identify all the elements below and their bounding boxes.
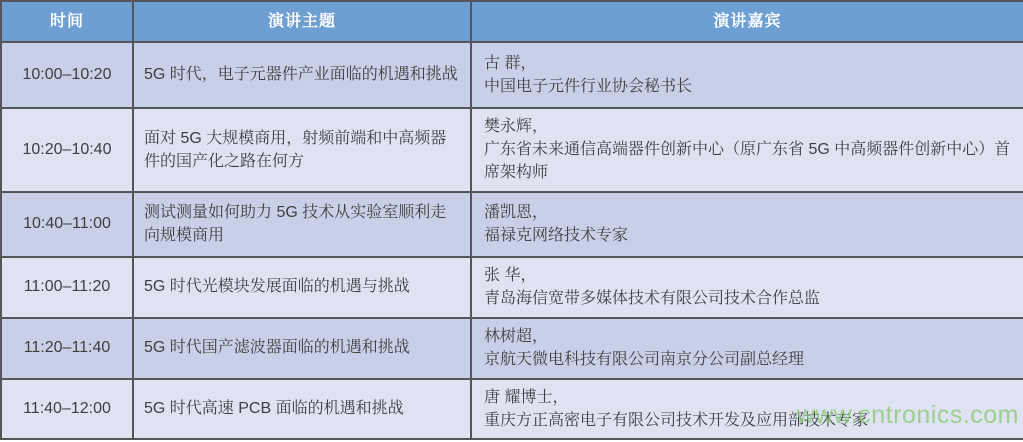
guest-title: 青岛海信宽带多媒体技术有限公司技术合作总监 bbox=[484, 290, 821, 308]
topic-cell: 测试测量如何助力 5G 技术从实验室顺利走向规模商用 bbox=[133, 192, 471, 257]
guest-name: 樊永辉， bbox=[484, 118, 549, 135]
table-row bbox=[1, 192, 1023, 257]
time-cell: 11:40–12:00 bbox=[1, 379, 133, 439]
time-cell: 10:40–11:00 bbox=[1, 192, 133, 257]
guest-cell bbox=[471, 192, 1023, 257]
guest-title: 福禄克网络技术专家 bbox=[484, 227, 629, 245]
guest-name: 潘凯恩， bbox=[484, 203, 549, 221]
table-header bbox=[1, 1, 1023, 42]
column-header-topic: 演讲主题 bbox=[133, 1, 471, 42]
time-cell: 10:00–10:20 bbox=[1, 42, 133, 108]
guest-cell bbox=[471, 379, 1023, 439]
guest-name: 古 群， bbox=[484, 54, 537, 72]
guest-cell bbox=[471, 318, 1023, 379]
guest-title: 广东省未来通信高端器件创新中心（原广东省 5G 中高频器件创新中心）首席架构师 bbox=[484, 141, 1011, 182]
guest-name: 唐 耀博士， bbox=[484, 388, 569, 406]
guest-cell bbox=[471, 42, 1023, 108]
time-cell: 11:00–11:20 bbox=[1, 257, 133, 318]
table-row bbox=[1, 379, 1023, 439]
topic-cell: 5G 时代高速 PCB 面临的机遇和挑战 bbox=[133, 379, 471, 439]
table-row bbox=[1, 257, 1023, 318]
header-row bbox=[1, 1, 1023, 42]
guest-cell bbox=[471, 257, 1023, 318]
table-row bbox=[1, 108, 1023, 192]
table-row bbox=[1, 42, 1023, 108]
guest-title: 重庆方正高密电子有限公司技术开发及应用部技术专家 bbox=[484, 411, 869, 429]
guest-cell bbox=[471, 108, 1023, 192]
topic-cell: 5G 时代国产滤波器面临的机遇和挑战 bbox=[133, 318, 471, 379]
topic-cell: 5G 时代，电子元器件产业面临的机遇和挑战 bbox=[133, 42, 471, 108]
guest-name: 张 华， bbox=[484, 266, 537, 284]
time-cell: 11:20–11:40 bbox=[1, 318, 133, 379]
time-cell: 10:20–10:40 bbox=[1, 108, 133, 192]
guest-title: 京航天微电科技有限公司南京分公司副总经理 bbox=[484, 351, 805, 369]
table-row bbox=[1, 318, 1023, 379]
column-header-guest: 演讲嘉宾 bbox=[471, 1, 1023, 42]
guest-name: 林树超， bbox=[484, 327, 549, 345]
watermark: www.cntronics.com bbox=[796, 401, 1019, 429]
column-header-time: 时间 bbox=[1, 1, 133, 42]
topic-cell: 5G 时代光模块发展面临的机遇与挑战 bbox=[133, 257, 471, 318]
topic-cell: 面对 5G 大规模商用，射频前端和中高频器件的国产化之路在何方 bbox=[133, 108, 471, 192]
guest-title: 中国电子元件行业协会秘书长 bbox=[484, 78, 693, 95]
